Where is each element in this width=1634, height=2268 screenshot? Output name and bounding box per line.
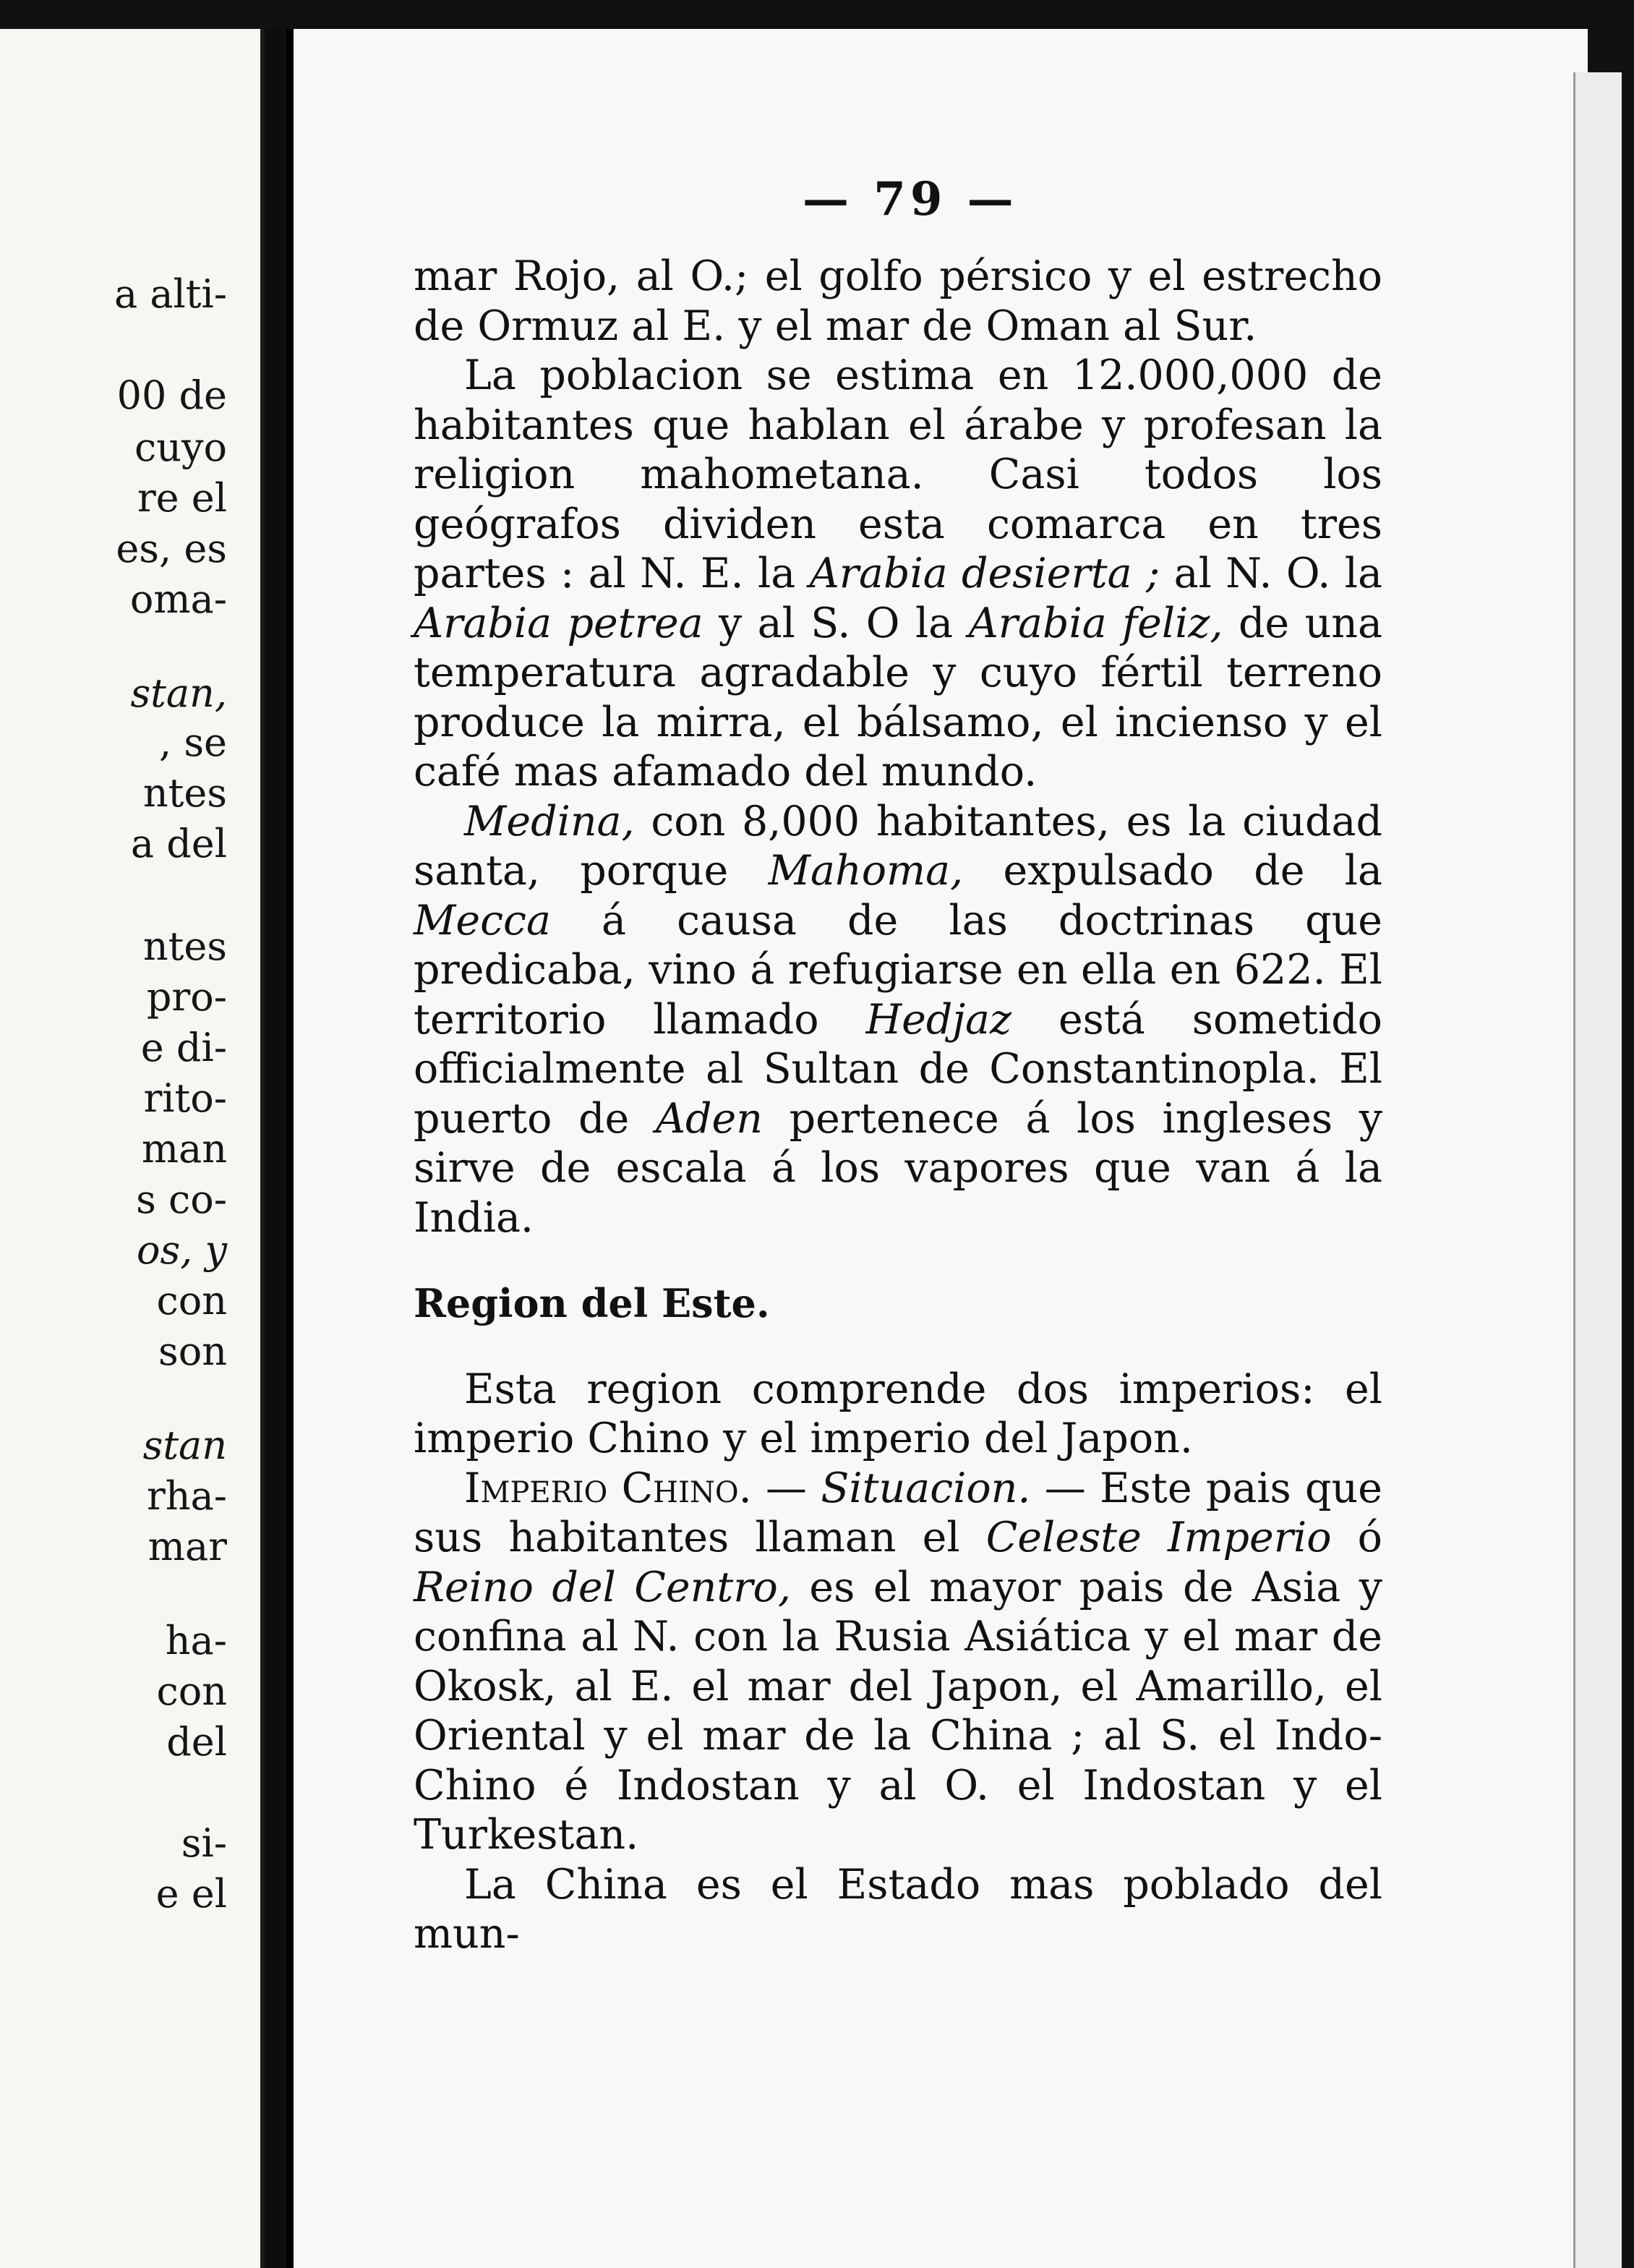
book-gutter	[265, 29, 286, 2268]
left-page-fragment: os, y	[136, 1227, 227, 1273]
left-page-fragment: rito-	[143, 1075, 227, 1121]
left-page-fragment: rha-	[146, 1473, 227, 1519]
page-edge	[1573, 72, 1622, 2268]
paragraph-continued: mar Rojo, al O.; el golfo pérsico y el estrecho de Ormuz al E. y el mar de Oman al Sur.	[414, 252, 1382, 350]
left-page-fragment: , se	[159, 720, 227, 765]
left-page-fragment: stan,	[130, 670, 227, 716]
page-body	[414, 252, 1382, 1959]
paragraph-china: Imperio Chino. — Situacion. — Este pais que sus habitantes llaman el Celeste Imperio ó Reino del Centro, es el mayor pais de Asia y confina al N. con la Rusia Asiática y el mar de Okosk, al E. el mar del Japon, el Amarillo, el Oriental y el mar de la China ; al S. el Indo-Chino é Indostan y al O. el Indostan y el Turkestan.	[414, 1464, 1382, 1859]
left-page-fragment: pro-	[146, 974, 227, 1020]
section-heading: Region del Este.	[414, 1280, 770, 1326]
left-page-fragment: 00 de	[116, 372, 227, 418]
left-page-fragment: con	[156, 1278, 227, 1323]
left-page-fragment: del	[166, 1719, 227, 1765]
paragraph-china-population: La China es el Estado mas poblado del mun-	[414, 1860, 1382, 1958]
paragraph-population: La poblacion se estima en 12.000,000 de habitantes que hablan el árabe y profesan la religion mahometana. Casi todos los geógrafos dividen esta comarca en tres partes : al N. E. la Arabia desierta ; al N. O. la Arabia petrea y al S. O la Arabia feliz, de una temperatura agradable y cuyo fértil terreno produce la mirra, el bálsamo, el incienso y el café mas afamado del mundo.	[414, 351, 1382, 796]
left-page-fragment: oma-	[129, 576, 227, 622]
left-page-fragment: e di-	[140, 1025, 227, 1070]
left-page-fragment: ha-	[165, 1618, 227, 1663]
left-page-fragment: ntes	[142, 770, 227, 816]
left-page-fragment: con	[156, 1668, 227, 1714]
left-facing-page	[0, 29, 265, 2268]
left-page-fragment: a alti-	[114, 271, 227, 317]
left-page-fragment: stan	[142, 1423, 227, 1468]
left-page-fragment: man	[141, 1126, 227, 1172]
paragraph-region: Esta region comprende dos imperios: el imperio Chino y el imperio del Japon.	[414, 1365, 1382, 1462]
left-page-fragment: re el	[137, 475, 227, 521]
paragraph-medina: Medina, con 8,000 habitantes, es la ciudad santa, porque Mahoma, expulsado de la Mecca á causa de las doctrinas que predicaba, vino á refugiarse en ella en 622. El territorio llamado Hedjaz está sometido officialmente al Sultan de Constantinopla. El puerto de Aden pertenece á los ingleses y sirve de escala á los vapores que van á la India.	[414, 797, 1382, 1242]
left-page-fragment: cuyo	[134, 425, 227, 470]
left-page-fragment: mar	[147, 1524, 227, 1569]
left-page-fragment: s co-	[136, 1177, 227, 1222]
left-page-fragment: ntes	[142, 924, 227, 969]
left-page-fragment: a del	[130, 821, 227, 866]
left-page-fragment: son	[158, 1329, 227, 1374]
left-page-fragment: si-	[181, 1820, 227, 1866]
left-page-fragment: es, es	[116, 526, 227, 571]
page-number: — 79 —	[803, 172, 1018, 226]
left-page-fragment: e el	[155, 1871, 227, 1917]
